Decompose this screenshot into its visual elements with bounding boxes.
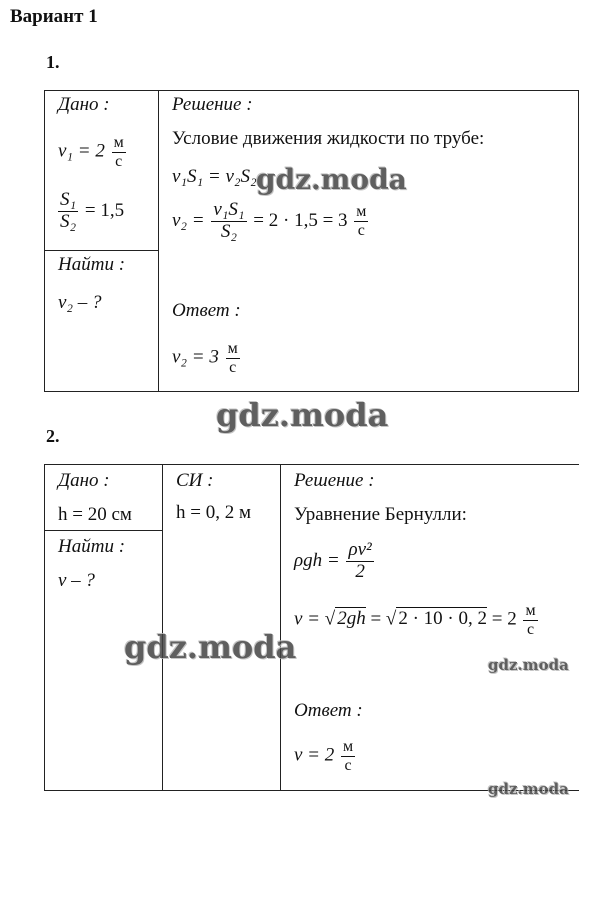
p1-given-ratio: $\frac{\text{S₁}}{\text{S₂}}$ = 1,5: [60, 189, 125, 232]
problem-2-top-border: [44, 464, 579, 465]
watermark: gdz.moda: [216, 396, 389, 434]
p2-solution-label: Решение :: [294, 470, 375, 491]
p1-answer-label: Ответ :: [172, 300, 241, 321]
problem-2-col-divider-2: [280, 464, 281, 790]
problem-1-number: 1.: [46, 52, 60, 72]
p2-equation-velocity: v = √ 2gh = √ 2 · 10 · 0, 2 = 2 $\frac{м}{с}$: [294, 602, 536, 638]
p1-find-label: Найти :: [58, 254, 126, 275]
p1-given-v1: v₁ = 2 $\frac{м}{с}$: [58, 134, 124, 170]
p2-solution-text: Уравнение Бернулли:: [294, 504, 467, 525]
p2-answer-label: Ответ :: [294, 700, 363, 721]
problem-2-number: 2.: [46, 426, 60, 446]
problem-2-col-divider-1: [162, 464, 163, 790]
watermark: gdz.moda: [124, 628, 297, 666]
problem-1-row-divider: [44, 250, 158, 251]
problem-1-col-divider: [158, 90, 159, 392]
p2-answer-value: v = 2 $\frac{м}{с}$: [294, 738, 354, 774]
p1-answer-value: v₂ = 3 $\frac{м}{с}$: [172, 340, 238, 376]
p2-si-h: h = 0, 2 м: [176, 502, 251, 523]
p1-equation-solution: v₂ = $\frac{\text{v₁S₁}}{\text{S₂}}$ = 2 · 1,5 = 3 $\frac{м}{с}$: [172, 199, 367, 242]
p1-equation-continuity: v₁S₁ = v₂S₂: [172, 166, 257, 187]
p2-find-value: v – ?: [58, 570, 95, 591]
p1-solution-text: Условие движения жидкости по трубе:: [172, 128, 485, 149]
p2-si-label: СИ :: [176, 470, 214, 491]
watermark: gdz.moda: [256, 163, 407, 196]
page-heading: Вариант 1: [10, 6, 98, 27]
p1-given-label: Дано :: [58, 94, 110, 115]
watermark: gdz.moda: [488, 656, 569, 674]
problem-2-row-divider: [44, 530, 162, 531]
p2-given-label: Дано :: [58, 470, 110, 491]
p2-equation-bernoulli: ρgh = $\frac{\text{ρv²}}{2}$: [294, 539, 372, 582]
p2-find-label: Найти :: [58, 536, 126, 557]
p2-given-h: h = 20 см: [58, 504, 132, 525]
p1-solution-label: Решение :: [172, 94, 253, 115]
p1-find-value: v₂ – ?: [58, 292, 102, 313]
problem-2-left-border: [44, 464, 45, 790]
watermark: gdz.moda: [488, 780, 569, 798]
